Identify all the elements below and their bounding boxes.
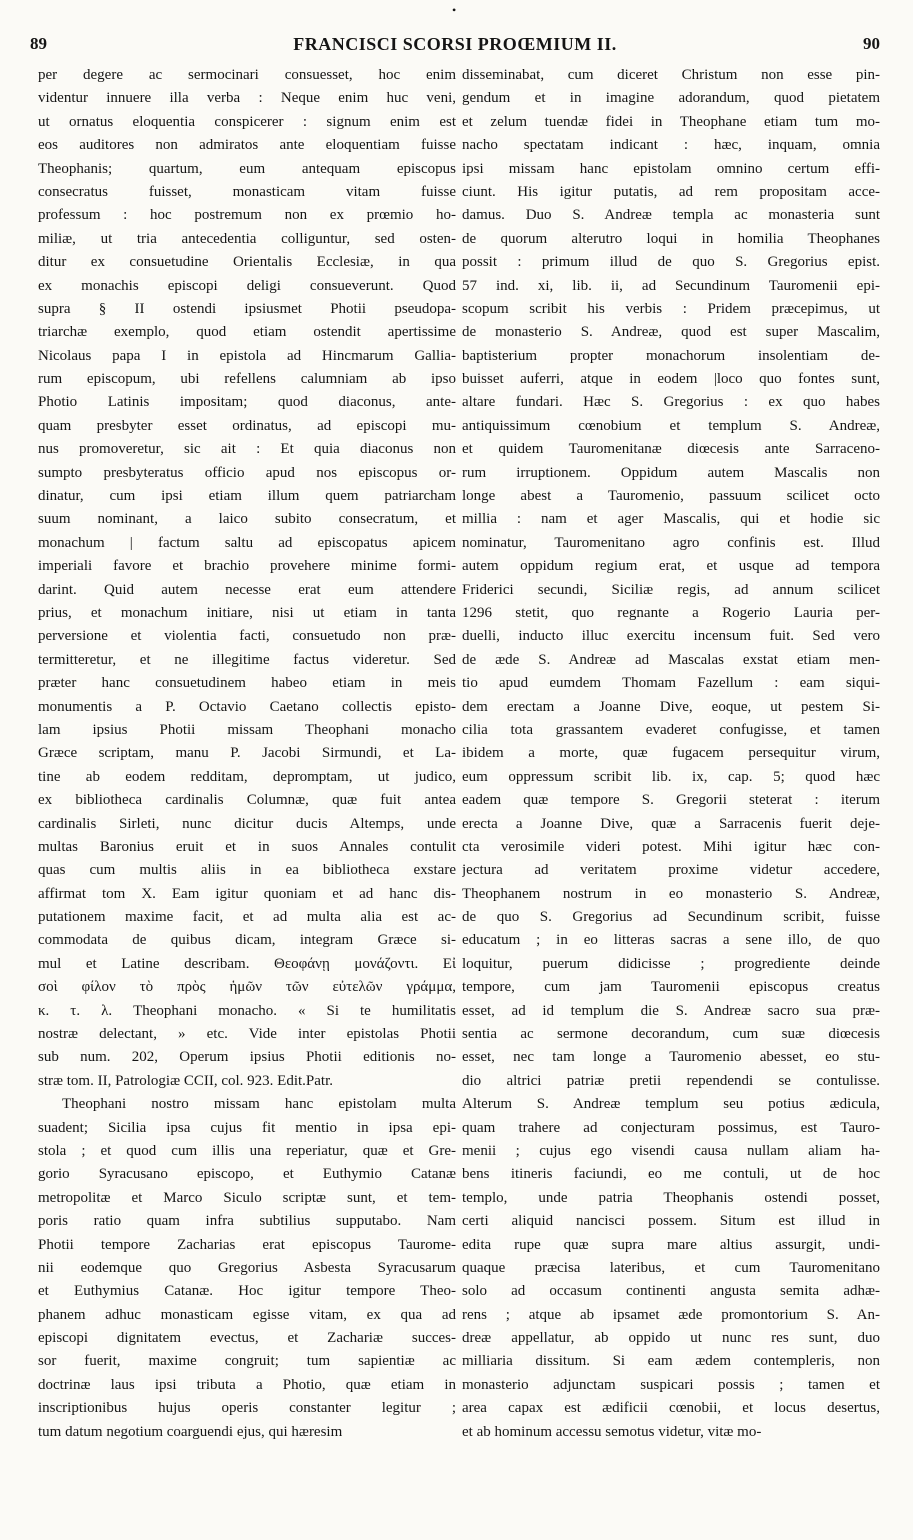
text-line: commodata de quibus dicam, integram Græce si- (38, 932, 456, 949)
text-line: dreæ appellatur, ab oppido ut nunc res sunt, duo (462, 1330, 880, 1347)
text-line: doctrinæ laus ipsi tributa a Photio, quæ etiam in (38, 1376, 456, 1393)
text-line: putationem maxime facit, et ad multa alia est ac- (38, 909, 456, 926)
text-line: sor fuerit, maxime congruit; tum sapientiæ ac (38, 1353, 456, 1370)
text-line: κ. τ. λ. Theophani monacho. « Si te humilitatis (38, 1002, 456, 1019)
text-line: duelli, inducto illuc exercitu incensum fuit. Sed vero (462, 628, 880, 645)
text-line: termitteretur, et ne illegitime factus videretur. Sed (38, 651, 456, 668)
text-line: tio apud eumdem Thomam Fazellum : eam siqui- (462, 675, 880, 692)
text-line: professum : hoc postremum non ex prœmio ho- (38, 207, 456, 224)
text-line: dinatur, cum ipsi etiam illum quem patriarcham (38, 488, 456, 505)
text-line: monumentis a P. Octavio Caetano collectis episto- (38, 698, 456, 715)
text-line: de monasterio S. Andreæ, quod est super Mascalim, (462, 324, 880, 341)
text-line: de quorum alterutro loqui in homilia Theophanes (462, 230, 880, 247)
text-line: eos auditores non admiratos ante eloquentiam fuisse (38, 137, 456, 154)
text-line: supra § II ostendi ipsiusmet Photii pseudopa- (38, 300, 456, 317)
text-line: suadent; Sicilia ipsa cujus fit mentio in ipsa epi- (38, 1119, 456, 1136)
text-line: ut ornatus eloquentia conspicerer : signum enim est (38, 113, 456, 130)
text-line: esset, ad id templum die S. Andreæ sacro sua præ- (462, 1002, 880, 1019)
text-line: quam trahere ad conjecturam possimus, est Tauro- (462, 1119, 880, 1136)
text-line: rum episcopum, ubi refellens calumniam ab ipso (38, 371, 456, 388)
text-line: imperiali favore et brachio provehere minime formi- (38, 558, 456, 575)
text-line: jectura ad veritatem proxime videtur accedere, (462, 862, 880, 879)
text-line: possit : primum illud de quo S. Gregorius epist. (462, 254, 880, 271)
text-line: darint. Quid autem necesse erat eum attendere (38, 581, 456, 598)
text-line: dio altrici patriæ pretii rependendi se contulisse. (462, 1072, 880, 1089)
text-line: nii eodemque quo Gregorius Asbesta Syracusarum (38, 1259, 456, 1276)
text-line: nostræ delectant, » etc. Vide inter epistolas Photii (38, 1026, 456, 1043)
text-line: Photii tempore Zacharias erat episcopus Taurome- (38, 1236, 456, 1253)
text-line: bens itineris faciundi, eo me contuli, ut de hoc (462, 1166, 880, 1183)
text-line: educatum ; in eo litteras sacras a sene illo, de quo (462, 932, 880, 949)
text-line: ibidem a morte, quæ fugacem persequitur virum, (462, 745, 880, 762)
text-line: mul et Latine describam. Θεοφάνῃ μονάζοντι. Εἰ (38, 955, 456, 972)
text-line: milliaria dissitum. Si eam ædem contempleris, non (462, 1353, 880, 1370)
text-line: Theophanis; quartum, eum antequam episcopus (38, 160, 456, 177)
text-line: tempore, cum jam Tauromenii episcopus creatus (462, 979, 880, 996)
top-mark: • (452, 3, 457, 17)
text-line: gendum et in imagine adorandum, quod pietatem (462, 90, 880, 107)
text-line: et quidem Tauromenitanæ diœcesis ante Sarraceno- (462, 441, 880, 458)
text-line: sentia ac sermone decorandum, cum suæ diœcesis (462, 1026, 880, 1043)
text-line: autem oppidum regium erat, et usque ad tempora (462, 558, 880, 575)
text-line: Theophani nostro missam hanc epistolam multa (62, 1096, 456, 1113)
text-line: damus. Duo S. Andreæ templa ac monasteria sunt (462, 207, 880, 224)
text-line: quam presbyter esset ordinatus, ad episcopi mu- (38, 417, 456, 434)
text-line: Theophanem nostrum in eo monasterio S. Andreæ, (462, 885, 880, 902)
running-title: FRANCISCI SCORSI PROŒMIUM II. (293, 34, 617, 54)
text-line: de quo S. Gregorius ad Secundinum scribit, fuisse (462, 909, 880, 926)
text-line: Alterum S. Andreæ templum seu potius ædicula, (462, 1096, 880, 1113)
text-line: altare fundari. Hæc S. Gregorius : ex quo habes (462, 394, 880, 411)
text-line: prius, et monachum initiare, nisi ut etiam in tanta (38, 604, 456, 621)
text-line: certi aliquid nancisci possem. Situm est illud in (462, 1213, 880, 1230)
text-line: 1296 stetit, quo regnante a Rogerio Lauria per- (462, 604, 880, 621)
left-column (38, 64, 456, 1444)
text-line: dem erectam a Joanne Dive, eoque, ut pestem Si- (462, 698, 880, 715)
text-line: phanem adhuc monasticam egisse vitam, ex qua ad (38, 1306, 456, 1323)
text-line: gorio Syracusano episcopo, et Euthymio Catanæ (38, 1166, 456, 1183)
text-line: nominatur, Tauromenitano agro confinis est. Illud (462, 534, 880, 551)
text-line: affirmat tom X. Eam igitur quoniam et ad hanc dis- (38, 885, 456, 902)
text-line: videntur innuere illa verba : Neque enim huc veni, (38, 90, 456, 107)
text-line: monachum | factum saltu ad episcopatus apicem (38, 534, 456, 551)
text-line: perversione et violentia facti, consuetudo non præ- (38, 628, 456, 645)
text-line: lam ipsius Photii missam Theophani monacho (38, 721, 456, 738)
text-line: rum irruptionem. Oppidum autem Mascalis non (462, 464, 880, 481)
text-line: triarchæ exemplo, quod etiam ostendit apertissime (38, 324, 456, 341)
right-column (462, 64, 880, 1444)
text-line: area capax est ædificii cœnobii, et locus desertus, (462, 1400, 880, 1417)
text-line: de æde S. Andreæ ad Mascalas exstat etiam men- (462, 651, 880, 668)
running-header (30, 30, 880, 60)
text-line: et Euthymius Catanæ. Hoc igitur tempore Theo- (38, 1283, 456, 1300)
text-line: Friderici secundi, Siciliæ regis, ad annum scilicet (462, 581, 880, 598)
text-line: solo ad occasum continenti angusta semita adhæ- (462, 1283, 880, 1300)
text-line: cta verosimile videri potest. Mihi igitur hæc con- (462, 838, 880, 855)
text-line: menii ; cujus ego visendi causa nullam aliam ha- (462, 1142, 880, 1159)
text-line: ex bibliotheca cardinalis Columnæ, quæ fuit antea (38, 792, 456, 809)
text-line: episcopi dignitatem evectus, et Zachariæ succes- (38, 1330, 456, 1347)
text-line: ex monachis episcopi deligi consueverunt. Quod (38, 277, 456, 294)
text-line: longe abest a Tauromenio, passuum scilicet octo (462, 488, 880, 505)
text-line: quaque præcisa lateribus, et cum Tauromenitano (462, 1259, 880, 1276)
text-line: antiquissimum cœnobium et templum S. Andreæ, (462, 417, 880, 434)
text-line: præter hanc consuetudinem habeo etiam in meis (38, 675, 456, 692)
text-line: nacho spectatam indicant : hæc, inquam, omnia (462, 137, 880, 154)
text-line: monasterio adjunctam suspicari possis ; tamen et (462, 1376, 880, 1393)
text-line: templo, unde patria Theophanis ostendi posset, (462, 1189, 880, 1206)
text-line: esset, nec tam longe a Tauromenio abesset, eo stu- (462, 1049, 880, 1066)
text-line: poris ratio quam infra subtilius supputabo. Nam (38, 1213, 456, 1230)
text-line: millia : nam et ager Mascalis, qui et hodie sic (462, 511, 880, 528)
text-line: ciunt. His igitur putatis, ad rem propositam acce- (462, 183, 880, 200)
text-line: miliæ, ut tria antecedentia colliguntur, sed osten- (38, 230, 456, 247)
text-line: et zelum tuendæ fidei in Theophane etiam tum mo- (462, 113, 880, 130)
text-line: eum oppressum scribit lib. ix, cap. 5; quod hæc (462, 768, 880, 785)
page-number-right: 90 (863, 34, 880, 53)
text-line: metropolitæ et Marco Siculo scriptæ sunt, et tem- (38, 1189, 456, 1206)
text-line: eadem quæ tempore S. Gregorii steterat : iterum (462, 792, 880, 809)
text-line: sub num. 202, Operum ipsius Photii editionis no- (38, 1049, 456, 1066)
text-line: cardinalis Sirleti, nunc dicitur ducis Altemps, unde (38, 815, 456, 832)
text-line: consecratus fuisset, monasticam vitam fuisse (38, 183, 456, 200)
text-line: tine ab eodem redditam, depromptam, ut judico, (38, 768, 456, 785)
text-line: baptisterium propter monachorum insolentiam de- (462, 347, 880, 364)
text-line: Nicolaus papa I in epistola ad Hincmarum Gallia- (38, 347, 456, 364)
text-line: cilia tota grassantem evaderet confugisse, et tamen (462, 721, 880, 738)
text-line: Græce scriptam, manu P. Jacobi Sirmundi, et La- (38, 745, 456, 762)
text-line: rens ; atque ab ipsamet æde promontorium S. An- (462, 1306, 880, 1323)
text-line: stræ tom. II, Patrologiæ CCII, col. 923. Edit.Patr. (38, 1072, 333, 1089)
text-line: buisset auferri, atque in eodem |loco quo fontes sunt, (462, 371, 880, 388)
text-line: disseminabat, cum diceret Christum non esse pin- (462, 67, 880, 83)
text-line: per degere ac sermocinari consuesset, hoc enim (38, 67, 456, 83)
text-line: nus promoveretur, sic ait : Et quia diaconus non (38, 441, 456, 458)
text-line: stola ; et quod cum illis una reperiatur, quæ et Gre- (38, 1142, 456, 1159)
text-line: suum nominant, a laico subito consecratum, et (38, 511, 456, 528)
text-line: et ab hominum accessu semotus videtur, vitæ mo- (462, 1423, 762, 1440)
page-number-left: 89 (30, 34, 47, 53)
text-line: 57 ind. xi, lib. ii, ad Secundinum Tauromenii epi- (462, 277, 880, 294)
text-line: quas cum multis aliis in ea bibliotheca exstare (38, 862, 456, 879)
text-line: sumpto presbyteratus officio apud nos episcopus or- (38, 464, 456, 481)
text-line: Photio Latinis impositam; quod diaconus, ante- (38, 394, 456, 411)
text-line: scopum scribit his verbis : Pridem præcepimus, ut (462, 300, 880, 317)
text-line: σοὶ φίλον τὸ πρὸς ἡμῶν τῶν εὐτελῶν γράμμα, (38, 979, 456, 996)
text-line: inscriptionibus hujus operis constanter legitur ; (38, 1400, 456, 1417)
text-line: loquitur, puerum didicisse ; progrediente deinde (462, 955, 880, 972)
text-line: tum datum negotium coarguendi ejus, qui hæresim (38, 1423, 343, 1440)
text-line: multas Baronius eruit et in suos Annales contulit (38, 838, 456, 855)
text-line: edita rupe quæ supra mare altius assurgit, undi- (462, 1236, 880, 1253)
text-line: ipsi missam hanc epistolam omnino certum effi- (462, 160, 880, 177)
text-line: ditur ex consuetudine Orientalis Ecclesiæ, in qua (38, 254, 456, 271)
text-line: erecta a Joanne Dive, quæ a Sarracenis fuerit deje- (462, 815, 880, 832)
